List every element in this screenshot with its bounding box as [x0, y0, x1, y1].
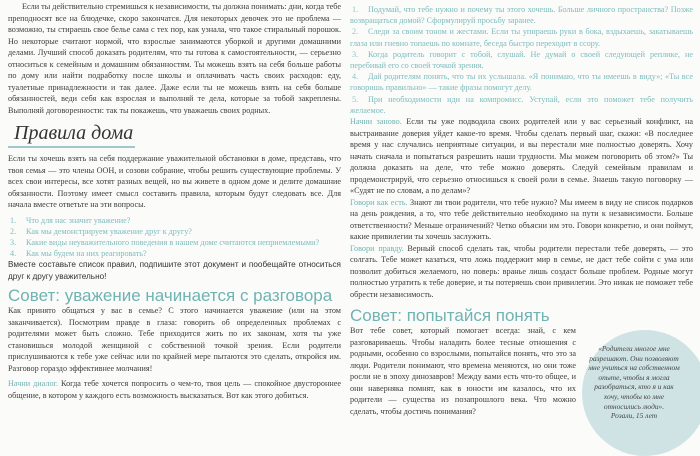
tip-understand-paragraph: Вот тебе совет, который помогает всегда: знай, с кем разговариваешь. Чтобы наладить более тесные отношения с родными, особенно со взрослыми, попытайся понять, что это за люди. Родители понимают, что времена меняются, но они тоже росли не в эпоху динозавров! Между вами есть что-то общее, и они наверняка помнят, как в юности им казалось, что их родители — существа из позапрошлого века. Что можно сделать, чтобы достичь понимания? — [350, 326, 576, 416]
restart-text: Если ты уже подводила своих родителей или у вас серьезный конфликт, на выстраивание доверия уйдет какое-то время. Чтобы сделать первый шаг, скажи: «В последнее время у нас случались неприятные ситуации, и вы перестали мне полностью доверять. Хочу начать сначала и попытаться разрешить наши трудности. Мы можем поговорить об этом?» Ты должна доказать на деле, что тебе можно доверять. Следуй семейным правилам и продемонстрируй, что серьезно относишься к своей роли в семье. Знаешь такую поговорку — «Судят не по словам, а по делам»? — [350, 117, 693, 196]
step-number: 2. — [352, 27, 359, 37]
tip-conversation-paragraph: Как принято общаться у вас в семье? С этого начинается уважение (или на этом заканчивается). Посмотрим правде в глаза: говорить об определенных проблемах с родителями может быть сложно. Тебе приходится жить по их законам, хотя ты уже становишься молодой женщиной с собственной точкой зрения. Если родители прислушиваются к тебе уже сейчас или по крайней мере пытаются это сделать, откройся им. Разговор гораздо эффективнее молчания! — [8, 306, 341, 373]
say-it-lead: Говори как есть. — [350, 197, 408, 207]
house-rules-heading — [8, 122, 341, 148]
question-item — [8, 248, 341, 259]
question-text: Что для нас значит уважение? — [26, 215, 131, 225]
dialog-lead: Начни диалог. — [8, 379, 59, 389]
question-number: 4. — [10, 249, 17, 259]
step-item — [350, 4, 693, 26]
question-item — [8, 237, 341, 248]
step-text: При необходимости иди на компромисс. Уступай, если это поможет тебе получить желаемое. — [350, 94, 693, 115]
quote-author: Розали, 15 лет — [610, 411, 658, 421]
question-number: 3. — [10, 237, 17, 247]
step-number: 4. — [352, 72, 359, 82]
step-number: 5. — [352, 94, 359, 104]
quote-block — [586, 344, 682, 421]
truth-text: Верный способ сделать так, чтобы родители перестали тебе доверять, — это солгать. Тебе может казаться, что ложь поддержит мир в семье, не даст тебе сойти с ума или позволит добиться желаемого, но поверь: вранье лишь создаст больше проблем. Родные могут полностью утратить к тебе доверие, и ты потеряешь свои привилегии. Это никак не поможет тебе обрести независимость. — [350, 243, 693, 299]
step-text: Подумай, что тебе нужно и почему ты этого хочешь. Больше личного пространства? Позже возвращаться домой? Сформулируй просьбу заранее. — [350, 5, 693, 26]
step-item — [350, 94, 693, 116]
step-number: 1. — [352, 5, 359, 14]
question-number: 2. — [10, 226, 17, 236]
step-text: Дай родителям понять, что ты их услышала. «Я понимаю, что ты имеешь в виду»; «Ты все говоришь правильно» — такие фразы помогут делу. — [350, 72, 693, 93]
restart-lead: Начни заново. — [350, 117, 402, 127]
left-column — [8, 0, 341, 401]
house-rules-closing: Вместе составьте список правил, подпишите этот документ и пообещайте относиться друг к другу уважительно! — [8, 260, 341, 281]
question-text: Как мы демонстрируем уважение друг к другу? — [26, 226, 192, 236]
step-number: 3. — [352, 49, 359, 59]
truth-lead: Говори правду. — [350, 243, 404, 253]
step-item — [350, 26, 693, 48]
quote-text: «Родители многое мне разрешают. Они позволяют мне учиться на собственном опыте, чтобы я могла разобраться, кто я и как хочу, чтобы ко мне относились люди». — [588, 344, 680, 411]
dialog-paragraph — [8, 378, 341, 401]
quote-circle — [582, 330, 700, 456]
step-item — [350, 49, 693, 71]
house-rules-title-underline — [8, 122, 135, 148]
house-rules-paragraph: Если ты хочешь взять на себя поддержание уважительной обстановки в доме, представь, что твоя семья — это члены ООН, и созови собрание, чтобы решить существующие проблемы. У всех свои интересы, все хотят разных вещей, но вы живете в одном доме и делите домашние обязанности. Поэтому имеет смысл составить правила, которым будут следовать все. Для начала вместе ответьте на эти вопросы. — [8, 154, 341, 209]
steps-list — [350, 4, 693, 116]
intro-paragraph: Если ты действительно стремишься к независимости, ты должна понимать: дни, когда тебе преподносят все на блюдечке, скоро закончатся. Для некоторых девочек это не проблема — возможно, ты стираешь свое белье сама с тех пор, как узнала, что такое стиральный порошок. Но некоторые считают нормой, что взрослые занимаются уборкой и другими домашними делами. Лучший способ доказать родителям, что ты готова к самостоятельности, — серьезно относиться к семейным и домашним обязанностям. Ты можешь взять на себя больше работы по дому или найти подработку после школы и оплачивать часть своих расходов: еду, туалетные принадлежности и так далее. Даже если ты не можешь взять на себя больше обязанностей, веди себя как взрослая и выполняй те дела, которые за тобой закреплены. Выполняй договоренности: так ты покажешь, что уважаешь своих родных. — [8, 2, 341, 115]
house-rules-title: Правила дома — [14, 122, 134, 144]
say-it-text: Знают ли твои родители, что тебе нужно? Мы имеем в виду не список подарков на день рождения, а то, что тебе действительно необходимо на пути к независимости. Больше ответственности? Меньше ограничений? Четко объясни им это. Говори конкретно, и они поймут, какие привилегии ты хочешь заслужить. — [350, 197, 693, 242]
truth-paragraph — [350, 243, 693, 301]
say-it-paragraph — [350, 197, 693, 243]
restart-paragraph — [350, 116, 693, 197]
question-number: 1. — [10, 215, 17, 225]
step-text: Следи за своим тоном и жестами. Если ты упираешь руки в бока, вздыхаешь, закатываешь глаза или гневно топаешь по комнате, беседа быстро переходит в ссору. — [350, 27, 693, 48]
question-text: Как мы будем на них реагировать? — [26, 249, 147, 259]
step-item — [350, 71, 693, 93]
questions-list — [8, 215, 341, 260]
question-item — [8, 226, 341, 237]
tip-conversation-title: Совет: уважение начинается с разговора — [8, 286, 333, 306]
tip-understand-title: Совет: попытайся понять — [350, 306, 550, 326]
question-text: Какие виды неуважительного поведения в нашем доме считаются неприемлемыми? — [26, 237, 320, 247]
dialog-text: Когда тебе хочется попросить о чем-то, твоя цель — спокойное двустороннее общение, в котором у каждого есть возможность высказаться. Вот как этого добиться. — [8, 379, 341, 400]
step-text: Когда родитель говорит с тобой, слушай. Не думай о своей следующей реплике, не перебивай его со своей точкой зрения. — [350, 49, 693, 71]
question-item — [8, 215, 341, 226]
